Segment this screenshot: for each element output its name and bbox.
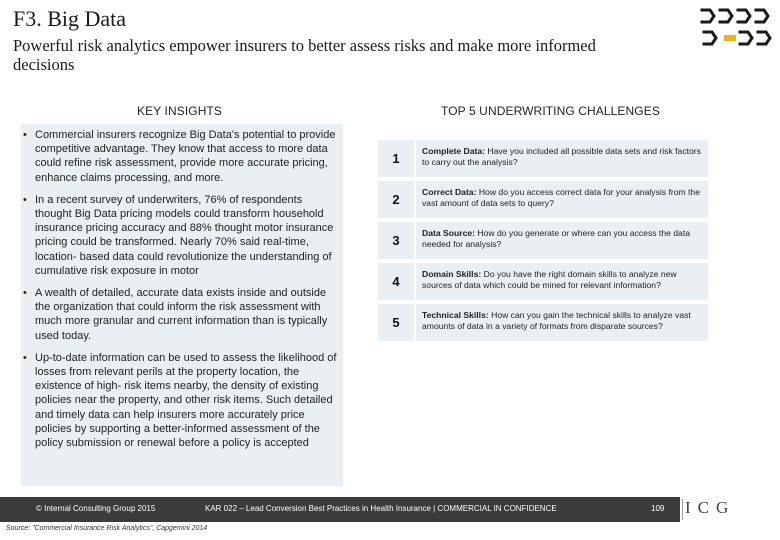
insight-text: A wealth of detailed, accurate data exists inside and outside the organization that could inform the risk assessment with much more granular and current information than is typically used today. [35, 287, 328, 342]
footer-copyright: © Internal Consulting Group 2015 [36, 504, 156, 513]
challenges-list [378, 140, 708, 345]
bullet-icon: • [23, 193, 27, 206]
insight-text: Up-to-date information can be used to assess the likelihood of losses from relevant perils at the property location, the existence of high- risk items nearby, the density of existing policies near the property, and other risk items. Such detailed and timely data can help insurers more accurately price policies by supporting a better-informed assessment of the policy submission or renewal before a policy is accepted [35, 351, 337, 450]
bullet-icon: • [23, 287, 27, 300]
bullet-icon: • [23, 351, 27, 364]
challenge-text: Do you have the right domain skills to analyze new sources of data which could be mined for relevant information? [422, 269, 677, 290]
challenge-number: 5 [378, 304, 414, 341]
chevron-arrows-logo-icon [700, 6, 772, 48]
challenge-row [378, 304, 708, 341]
challenge-row [378, 181, 708, 218]
challenge-description [416, 222, 708, 259]
challenge-description [416, 304, 708, 341]
insight-text: Commercial insurers recognize Big Data's potential to provide competitive advantage. They know that access to more data could refine risk assessment, provide more accurate pricing, enhance claims processing, and more. [35, 129, 336, 184]
challenge-label: Technical Skills: [422, 310, 489, 320]
footer-divider [682, 499, 683, 520]
challenge-label: Complete Data: [422, 146, 486, 156]
challenge-text: How do you access correct data for your analysis from the vast amount of data sets to query? [422, 187, 700, 208]
icg-logo: ICG [685, 498, 736, 517]
challenge-label: Domain Skills: [422, 269, 482, 279]
challenge-text: How can you gain the technical skills to analyze vast amounts of data in a variety of formats from disparate sources? [422, 310, 691, 331]
page-title: F3. Big Data [13, 6, 127, 31]
key-insights-panel [21, 124, 343, 486]
source-note: Source: "Commercial Insurance Risk Analytics", Capgemini 2014 [6, 525, 208, 532]
challenge-text: Have you included all possible data sets and risk factors to carry out the analysis? [422, 146, 701, 167]
challenge-number: 4 [378, 263, 414, 300]
challenge-row [378, 222, 708, 259]
challenge-number: 1 [378, 140, 414, 177]
insight-item [21, 193, 337, 278]
insight-item [21, 286, 337, 343]
challenges-heading: TOP 5 UNDERWRITING CHALLENGES [441, 104, 660, 118]
challenge-description [416, 181, 708, 218]
key-insights-heading: KEY INSIGHTS [137, 104, 223, 118]
challenge-label: Correct Data: [422, 187, 477, 197]
challenge-number: 3 [378, 222, 414, 259]
challenge-row [378, 140, 708, 177]
challenge-label: Data Source: [422, 228, 476, 238]
insight-text: In a recent survey of underwriters, 76% of respondents thought Big Data pricing models could transform household insurance pricing accuracy and 88% thought motor insurance pricing could be transformed. Nearly 70% said real-time, location- based data could revolutionize the understanding of cumulative risk exposure in motor [35, 193, 334, 277]
page-subtitle: Powerful risk analytics empower insurers to better assess risks and make more informed decisions [13, 36, 596, 74]
challenge-row [378, 263, 708, 300]
insight-item [21, 128, 337, 185]
challenge-number: 2 [378, 181, 414, 218]
challenge-text: How do you generate or where can you access the data needed for analysis? [422, 228, 690, 249]
bullet-icon: • [23, 129, 27, 141]
footer-confidentiality: KAR 022 – Lead Conversion Best Practices in Health Insurance | COMMERCIAL IN CONFIDENCE [205, 504, 557, 513]
insight-item [21, 351, 337, 450]
page-number: 109 [651, 504, 665, 513]
challenge-description [416, 140, 708, 177]
challenge-description [416, 263, 708, 300]
